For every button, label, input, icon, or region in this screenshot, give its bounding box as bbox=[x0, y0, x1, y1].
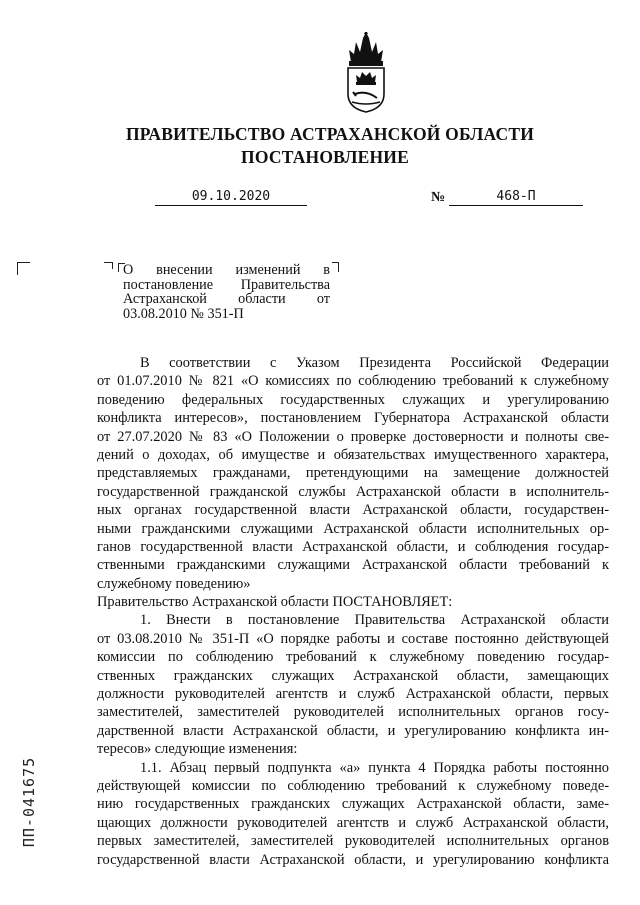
body-line: представляемых гражданами, претендующими на замещение должностей bbox=[97, 465, 609, 482]
subject-bracket-right bbox=[332, 262, 339, 272]
document-date: 09.10.2020 bbox=[155, 188, 307, 206]
body-line: 1. Внести в постановление Правительства Астраханской области bbox=[140, 612, 609, 629]
body-line: государственной власти Астраханской области, и урегулированию конфликта bbox=[97, 851, 609, 868]
body-line: ганов государственной власти Астраханской области, и соблюдения государ- bbox=[97, 538, 609, 555]
body-line: дений о доходах, об имуществе и обязательствах имущественного характера, bbox=[97, 446, 609, 463]
body-line: от 27.07.2020 № 83 «О Положении о проверке достоверности и полноты све- bbox=[97, 428, 609, 445]
number-sign: № bbox=[431, 190, 446, 205]
body-line: дарственной власти Астраханской области, и урегулированию конфликта ин- bbox=[97, 722, 609, 739]
body-line: нию государственных гражданских служащих Астраханской области, заме- bbox=[97, 796, 609, 813]
serial-number: ПП-041675 bbox=[20, 756, 38, 848]
left-corner-mark bbox=[17, 262, 30, 275]
body-line: конфликта интересов», постановлением Губернатора Астраханской области bbox=[97, 410, 609, 427]
serial-number-stamp bbox=[19, 742, 39, 862]
document-type-title: ПОСТАНОВЛЕНИЕ bbox=[241, 147, 409, 167]
document-subject bbox=[123, 263, 330, 321]
body-line: действующей комиссии по соблюдению требований к служебному поведе- bbox=[97, 777, 609, 794]
document-number: 468-П bbox=[449, 188, 583, 206]
body-line: служебному поведению» bbox=[97, 575, 251, 592]
body-line: В соответствии с Указом Президента Российской Федерации bbox=[140, 355, 609, 371]
body-line: государственной гражданской службы Астраханской области в исполнитель- bbox=[97, 483, 609, 500]
body-line: щающих должности руководителей агентств и служб Астраханской области, bbox=[97, 814, 609, 831]
subject-line: Астраханской области от bbox=[123, 291, 330, 307]
body-line: 1.1. Абзац первый подпункта «а» пункта 4 Порядка работы постоянно bbox=[140, 759, 609, 776]
subject-line: 03.08.2010 № 351-П bbox=[123, 305, 244, 322]
body-line: ными гражданскими служащими Астраханской области исполнительных ор- bbox=[97, 520, 609, 537]
subject-bracket-left bbox=[104, 262, 113, 269]
body-line: тересов» следующие изменения: bbox=[97, 741, 298, 758]
body-line: от 03.08.2010 № 351-П «О порядке работы и составе постоянно действующей bbox=[97, 630, 609, 647]
body-line: Правительство Астраханской области ПОСТАНОВЛЯЕТ: bbox=[97, 594, 453, 611]
body-line: ственными гражданскими служащими Астраханской области требований к bbox=[97, 557, 609, 574]
body-line: заместителей, заместителей руководителей исполнительных органов госу- bbox=[97, 704, 609, 721]
body-line: ственных гражданских служащих Астраханской области, замещающих bbox=[97, 667, 609, 684]
body-line: должности руководителей агентств и служб Астраханской области, первых bbox=[97, 686, 609, 703]
organization-title: ПРАВИТЕЛЬСТВО АСТРАХАНСКОЙ ОБЛАСТИ bbox=[125, 124, 535, 144]
coat-of-arms-emblem bbox=[343, 32, 389, 114]
body-line: комиссии по соблюдению требований к служебному поведению государ- bbox=[97, 649, 609, 666]
subject-line: О внесении изменений в bbox=[123, 262, 330, 278]
body-line: поведению федеральных государственных служащих и урегулированию bbox=[97, 391, 609, 408]
subject-line: постановление Правительства bbox=[123, 276, 330, 293]
body-line: первых заместителей, заместителей руководителей исполнительных органов bbox=[97, 833, 609, 850]
body-line: от 01.07.2010 № 821 «О комиссиях по соблюдению требований к служебному bbox=[97, 373, 609, 390]
document-body bbox=[97, 354, 609, 869]
body-line: ных органах государственной власти Астраханской области, государствен- bbox=[97, 502, 609, 519]
